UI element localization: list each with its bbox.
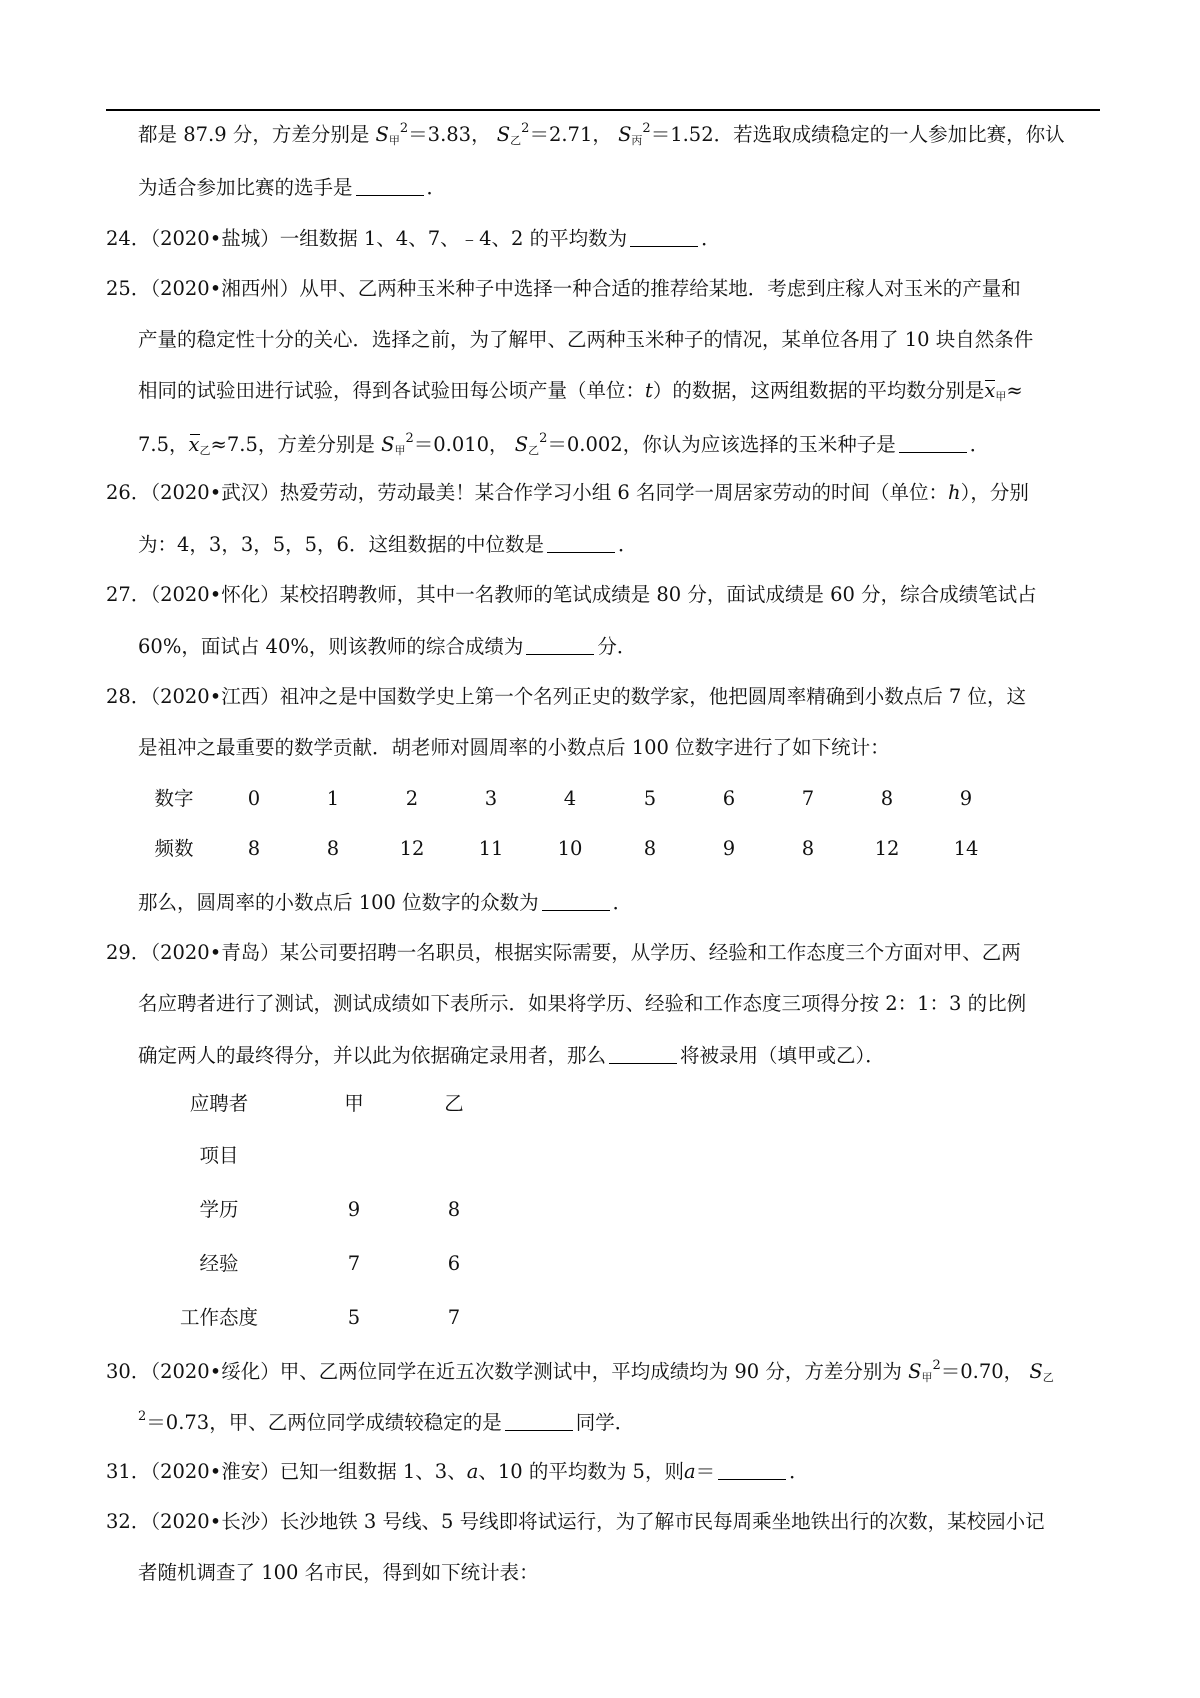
q23-line-2: [138, 177, 446, 198]
superscript: 2: [521, 121, 530, 136]
mean-symbol: x: [984, 379, 996, 402]
answer-blank[interactable]: [526, 636, 594, 655]
table-row-label: 学历: [199, 1198, 239, 1221]
table-header-jia: 甲: [344, 1092, 364, 1115]
q30-line-1: [106, 1359, 1054, 1383]
table-cell: 5: [347, 1306, 361, 1329]
q25-line-4: [138, 432, 989, 456]
q25-text: ＝0.002，你认为应该选择的玉米种子是: [547, 433, 896, 456]
unit-symbol: h: [948, 481, 961, 504]
variance-symbol: S: [381, 433, 395, 456]
variable-a: a: [466, 1460, 479, 1483]
subscript: 乙: [510, 134, 522, 147]
q23-line-1: [138, 122, 1065, 146]
q30-line-2: [138, 1410, 634, 1433]
table-cell: 6: [722, 787, 736, 810]
q27-line-1: 27．（2020•怀化）某校招聘教师，其中一名教师的笔试成绩是 80 分，面试成绩是 60 分，综合成绩笔试占: [106, 583, 1037, 606]
answer-blank[interactable]: [505, 1412, 573, 1431]
q31-text: ．: [789, 1460, 809, 1483]
header-rule: [106, 109, 1100, 111]
answer-blank[interactable]: [547, 534, 615, 553]
q23-text: 都是 87.9 分，方差分别是: [138, 123, 370, 146]
table-cell: 6: [447, 1252, 461, 1275]
q25-line-2: 产量的稳定性十分的关心．选择之前，为了解甲、乙两种玉米种子的情况，某单位各用了 10 块自然条件: [138, 328, 1034, 351]
table-cell: 8: [447, 1198, 461, 1221]
table-cell: 11: [478, 837, 504, 860]
table-header-applicant: 应聘者: [189, 1092, 249, 1115]
q31-text: 31．（2020•淮安）已知一组数据 1、3、: [106, 1460, 467, 1483]
table-cell: 9: [959, 787, 973, 810]
q23-text: ＝1.52．若选取成绩稳定的一人参加比赛，你认: [650, 123, 1065, 146]
subscript: 乙: [199, 444, 211, 457]
subscript: 乙: [1042, 1371, 1054, 1384]
variance-symbol: S: [375, 123, 389, 146]
q23-text: ＝3.83，: [408, 123, 491, 146]
q28-text: 那么，圆周率的小数点后 100 位数字的众数为: [138, 891, 539, 914]
table-cell: 9: [347, 1198, 361, 1221]
subscript: 丙: [631, 134, 643, 147]
q27-line-2: [138, 636, 636, 657]
q25-line-1: 25．（2020•湘西州）从甲、乙两种玉米种子中选择一种合适的推荐给某地．考虑到庄稼人对玉米的产量和: [106, 277, 1021, 300]
table-cell: 7: [801, 787, 815, 810]
q30-text: ＝0.70，: [940, 1360, 1024, 1383]
q32-line-2: 者随机调查了 100 名市民，得到如下统计表：: [138, 1561, 539, 1584]
superscript: 2: [642, 121, 651, 136]
q26-line-1: [106, 483, 1029, 503]
q29-text: 确定两人的最终得分，并以此为依据确定录用者，那么: [138, 1044, 607, 1067]
variance-symbol: S: [496, 123, 511, 146]
answer-blank[interactable]: [899, 434, 967, 453]
q25-text: ．: [969, 433, 990, 456]
table-cell: 0: [247, 787, 261, 810]
variance-symbol: S: [514, 433, 529, 456]
q23-text: 为适合参加比赛的选手是: [138, 176, 353, 199]
subscript: 乙: [528, 444, 540, 457]
superscript: 2: [539, 431, 548, 446]
table-cell: 14: [953, 837, 979, 860]
q25-text: ＝0.010，: [413, 433, 509, 456]
table-cell: 8: [801, 837, 815, 860]
q26-text: 26．（2020•武汉）热爱劳动，劳动最美！某合作学习小组 6 名同学一周居家劳动的时间（单位：: [106, 481, 948, 504]
answer-blank[interactable]: [356, 177, 424, 196]
q25-line-3: [138, 381, 1023, 402]
q25-text: ≈: [1006, 379, 1023, 402]
table-cell: 3: [484, 787, 498, 810]
q23-text: ．: [426, 176, 447, 199]
q28-line-2: 是祖冲之最重要的数学贡献．胡老师对圆周率的小数点后 100 位数字进行了如下统计：: [138, 736, 890, 759]
answer-blank[interactable]: [718, 1461, 786, 1480]
q29-line-2: 名应聘者进行了测试，测试成绩如下表所示．如果将学历、经验和工作态度三项得分按 2：1：3 的比例: [138, 992, 1027, 1015]
subscript: 甲: [394, 444, 406, 457]
q25-text: 相同的试验田进行试验，得到各试验田每公顷产量（单位：: [138, 379, 646, 402]
q26-line-2: [138, 534, 637, 555]
table-cell: 1: [326, 787, 340, 810]
table-cell: 2: [405, 787, 419, 810]
table-cell: 12: [399, 837, 425, 860]
variable-a: a: [683, 1460, 696, 1483]
table-cell: 8: [326, 837, 340, 860]
superscript: 2: [399, 121, 409, 136]
q28-line-3: [138, 892, 632, 913]
q32-line-1: 32．（2020•长沙）长沙地铁 3 号线、5 号线即将试运行，为了解市民每周乘坐地铁出行的次数，某校园小记: [106, 1510, 1045, 1533]
q24-text: ．: [701, 227, 721, 250]
subscript: 甲: [995, 390, 1007, 403]
answer-blank[interactable]: [630, 228, 698, 247]
q31-text: ＝: [695, 1460, 716, 1483]
table-cell: 7: [447, 1306, 461, 1329]
variance-symbol: S: [1029, 1360, 1043, 1383]
q26-text: 为：4，3，3，5，5，6．这组数据的中位数是: [138, 533, 544, 556]
q30-text: 同学．: [575, 1411, 635, 1434]
table-cell: 8: [247, 837, 261, 860]
table-row-label: 频数: [154, 837, 194, 860]
q28-text: ．: [612, 891, 633, 914]
unit-symbol: t: [645, 379, 653, 402]
variance-symbol: S: [618, 123, 632, 146]
q29-line-3: [138, 1045, 885, 1066]
mean-symbol: x: [188, 433, 200, 456]
q30-text: ＝0.73，甲、乙两位同学成绩较稳定的是: [146, 1411, 502, 1434]
table-row-label: 数字: [154, 787, 194, 810]
table-header-item: 项目: [199, 1144, 239, 1167]
superscript: 2: [405, 431, 414, 446]
q24-text: 24．（2020•盐城）一组数据 1、4、7、﹣4、2 的平均数为: [106, 227, 628, 250]
q31-text: 、10 的平均数为 5，则: [478, 1460, 684, 1483]
q23-text: ＝2.71，: [529, 123, 612, 146]
table-cell: 8: [643, 837, 657, 860]
variance-symbol: S: [908, 1360, 922, 1383]
q28-line-1: 28．（2020•江西）祖冲之是中国数学史上第一个名列正史的数学家，他把圆周率精确到小数点后 7 位，这: [106, 685, 1026, 708]
q31-line-1: [106, 1461, 809, 1482]
table-cell: 9: [722, 837, 736, 860]
table-row-label: 工作态度: [179, 1306, 259, 1329]
table-cell: 10: [557, 837, 583, 860]
q25-text: ≈7.5，方差分别是: [210, 433, 375, 456]
q30-text: 30．（2020•绥化）甲、乙两位同学在近五次数学测试中，平均成绩均为 90 分，方差分别为: [106, 1360, 902, 1383]
answer-blank[interactable]: [609, 1045, 677, 1064]
q24-line-1: [106, 228, 721, 249]
superscript: 2: [138, 1409, 147, 1424]
table-cell: 12: [874, 837, 900, 860]
table-cell: 4: [563, 787, 577, 810]
answer-blank[interactable]: [542, 892, 610, 911]
q27-text: 60%，面试占 40%，则该教师的综合成绩为: [138, 635, 524, 658]
table-cell: 8: [880, 787, 894, 810]
subscript: 甲: [388, 134, 400, 147]
superscript: 2: [932, 1358, 941, 1373]
q26-text: ），分别: [960, 481, 1029, 504]
subscript: 甲: [921, 1371, 933, 1384]
table-cell: 7: [347, 1252, 361, 1275]
q29-text: 将被录用（填甲或乙）．: [680, 1044, 885, 1067]
q25-text: ）的数据，这两组数据的平均数分别是: [652, 379, 985, 402]
q26-text: ．: [617, 533, 638, 556]
q29-line-1: 29．（2020•青岛）某公司要招聘一名职员，根据实际需要，从学历、经验和工作态度三个方面对甲、乙两: [106, 941, 1021, 964]
q27-text: 分．: [597, 635, 637, 658]
q25-text: 7.5，: [138, 433, 189, 456]
table-row-label: 经验: [199, 1252, 239, 1275]
table-cell: 5: [643, 787, 657, 810]
table-header-yi: 乙: [444, 1092, 464, 1115]
